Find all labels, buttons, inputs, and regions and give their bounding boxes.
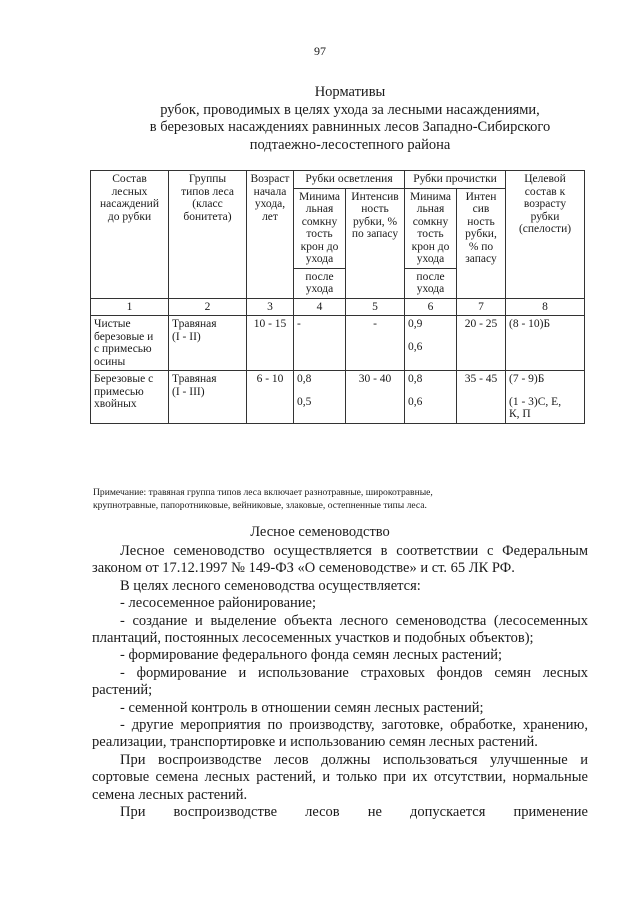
list-item: - создание и выделение объекта лесного семеноводства (лесосеменных плантаций, постоянных лесосеменных участков и подобных объектов); — [92, 612, 588, 647]
header-clearing-after-care: после ухода — [294, 268, 346, 298]
header-thinning-cuts: Рубки прочистки — [405, 171, 506, 189]
cell-thinning-intensity: 20 - 25 — [457, 316, 506, 371]
column-number: 8 — [506, 298, 585, 316]
header-thinning-density: Минима льная сомкну тость крон до ухода — [405, 188, 457, 268]
norms-table — [90, 170, 585, 424]
title-line: подтаежно-лесостепного района — [249, 136, 451, 153]
cell-age: 10 - 15 — [247, 316, 294, 371]
cell-clearing-intensity: - — [346, 316, 405, 371]
column-number: 3 — [247, 298, 294, 316]
title-line: Нормативы — [314, 84, 386, 100]
list-item: - формирование федерального фонда семян лесных растений; — [120, 647, 502, 664]
header-composition: Состав лесных насаждений до рубки — [91, 171, 169, 299]
page-number: 97 — [314, 44, 326, 58]
cell-age: 6 - 10 — [247, 371, 294, 424]
header-clearing-density: Минима льная сомкну тость крон до ухода — [294, 188, 346, 268]
paragraph: При воспроизводстве лесов не допускается применение — [120, 804, 588, 821]
cell-clearing-intensity: 30 - 40 — [346, 371, 405, 424]
column-number: 4 — [294, 298, 346, 316]
cell-clearing-density: 0,8 0,5 — [294, 371, 346, 424]
list-item: - формирование и использование страховых фондов семян лесных растений; — [92, 664, 588, 699]
header-forest-type: Группы типов леса (класс бонитета) — [169, 171, 247, 299]
column-number: 5 — [346, 298, 405, 316]
header-thinning-intensity: Интен сив ность рубки, % по запасу — [457, 188, 506, 298]
table-row — [91, 371, 585, 424]
document-title — [80, 84, 620, 154]
cell-thinning-intensity: 35 - 45 — [457, 371, 506, 424]
title-line: в березовых насаждениях равнинных лесов Западно-Сибирского — [149, 119, 551, 135]
column-number: 6 — [405, 298, 457, 316]
header-clearing-intensity: Интенсив ность рубки, % по запасу — [346, 188, 405, 298]
cell-forest-type: Травяная (I - III) — [169, 371, 247, 424]
header-age: Возраст начала ухода, лет — [247, 171, 294, 299]
paragraph: Лесное семеноводство осуществляется в соответствии с Федеральным законом от 17.12.1997 № 149-ФЗ «О семеноводстве» и ст. 65 ЛК РФ. — [92, 543, 588, 577]
table-note — [93, 486, 593, 512]
cell-thinning-density: 0,8 0,6 — [405, 371, 457, 424]
body-text — [92, 543, 588, 822]
cell-target-composition: (7 - 9)Б (1 - 3)С, Е, К, П — [506, 371, 585, 424]
header-clearing-cuts: Рубки осветления — [294, 171, 405, 189]
title-line: рубок, проводимых в целях ухода за лесными насаждениями, — [160, 101, 540, 118]
header-target-composition: Целевой состав к возрасту рубки (спелости) — [506, 171, 585, 299]
column-number: 2 — [169, 298, 247, 316]
paragraph: В целях лесного семеноводства осуществляется: — [120, 577, 421, 594]
cell-forest-type: Травяная (I - II) — [169, 316, 247, 371]
cell-clearing-density: - — [294, 316, 346, 371]
cell-thinning-density: 0,9 0,6 — [405, 316, 457, 371]
list-item: - семенной контроль в отношении семян лесных растений; — [120, 699, 484, 716]
cell-composition: Чистые березовые и с примесью осины — [91, 316, 169, 371]
note-line: Примечание: травяная группа типов леса включает разнотравные, широкотравные, — [93, 487, 433, 498]
column-number-row — [91, 298, 585, 316]
note-line: крупнотравные, папоротниковые, вейниковые, злаковые, остепненные типы леса. — [93, 500, 427, 511]
list-item: - лесосеменное районирование; — [120, 595, 316, 612]
paragraph: При воспроизводстве лесов должны использоваться улучшенные и сортовые семена лесных растений, и только при их отсутствии, нормальные семена лесных растений. — [92, 751, 588, 803]
column-number: 7 — [457, 298, 506, 316]
list-item: - другие мероприятия по производству, заготовке, обработке, хранению, реализации, транспортировке и использованию семян лесных растений. — [92, 717, 588, 751]
table-row — [91, 316, 585, 371]
cell-composition: Березовые с примесью хвойных — [91, 371, 169, 424]
column-number: 1 — [91, 298, 169, 316]
header-thinning-after-care: после ухода — [405, 268, 457, 298]
section-heading: Лесное семеноводство — [250, 524, 390, 540]
cell-target-composition: (8 - 10)Б — [506, 316, 585, 371]
